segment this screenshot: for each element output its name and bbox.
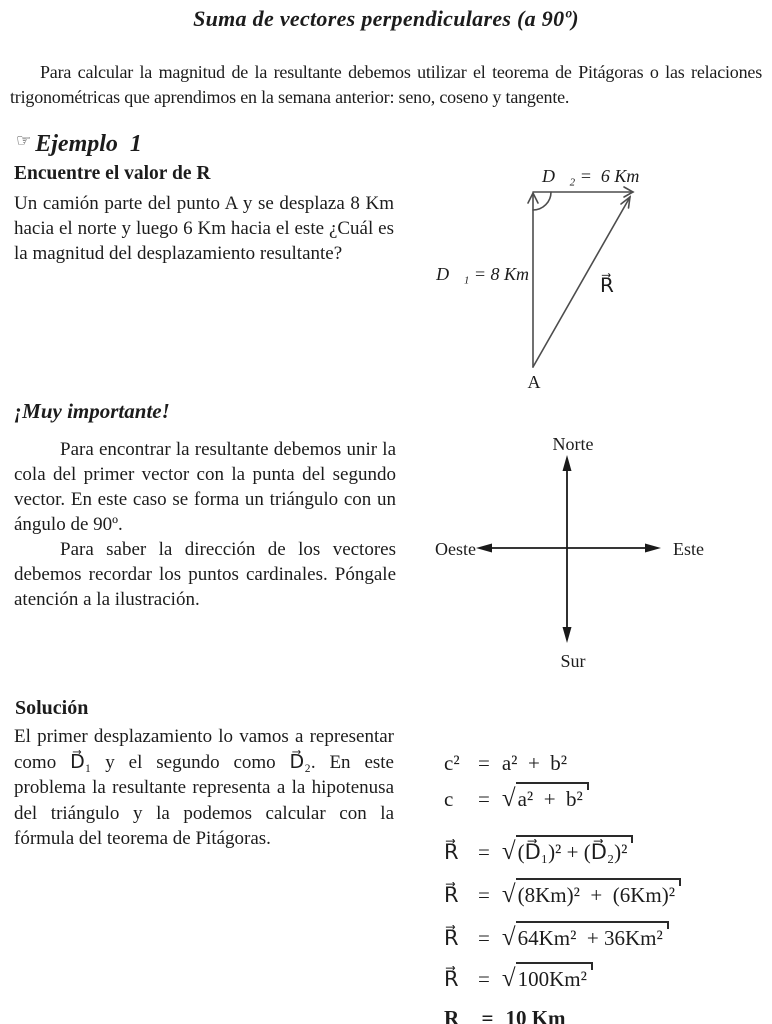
east-arrowhead-icon [645, 544, 661, 553]
solucion-paragraph: El primer desplazamiento lo vamos a representar como D⃗₁ y el segundo como D⃗₂. En este problema la resultante representa a la hipotenusa del triángulo y la podemos calcular con la fórmula del teorema de Pitágoras. [14, 726, 394, 849]
equals-sign: = [478, 787, 490, 811]
formula-r-squares [444, 921, 681, 953]
formula-lhs: R⃗ [444, 883, 459, 907]
radical [502, 878, 681, 910]
formula-rhs: (8Km)² + (6Km)² [516, 878, 681, 910]
equals-sign: = [478, 967, 490, 991]
sqrt-sign: √ [501, 924, 516, 951]
importante-paragraph-2: Para saber la dirección de los vectores debemos recordar los puntos cardinales. Póngale atención a la ilustración. [14, 539, 396, 610]
intro-paragraph: Para calcular la magnitud de la resultante debemos utilizar el teorema de Pitágoras o las relaciones trigonométricas que aprendimos en la semana anterior: seno, coseno y tangente. [10, 62, 762, 107]
equals-sign: = [481, 1006, 494, 1024]
equals-sign: = [478, 751, 490, 775]
formula-c-sqrt [444, 782, 681, 814]
formula-lhs: R⃗ [444, 967, 459, 991]
right-angle-arc [533, 192, 551, 210]
resultant-vector-line [533, 197, 630, 367]
importante-paragraph-1: Para encontrar la resultante debemos unir la cola del primer vector con la punta del segundo vector. En este caso se forma un triángulo con un ángulo de 90º. [14, 439, 396, 535]
ejemplo-problem-text: Un camión parte del punto A y se desplaza 8 Km hacia el norte y luego 6 Km hacia el este ¿Cuál es la magnitud del desplazamiento resultante? [14, 193, 394, 264]
sqrt-sign: √ [501, 965, 516, 992]
triangle-diagram [430, 150, 720, 395]
ejemplo-heading [16, 131, 142, 158]
formula-rhs: (D⃗₁)² + (D⃗₂)² [516, 835, 634, 867]
solucion-heading: Solución [15, 697, 89, 719]
page-title: Suma de vectores perpendiculares (a 90º) [193, 6, 579, 31]
find-r-subheading: Encuentre el valor de R⃗ [14, 163, 226, 184]
sqrt-sign: √ [501, 785, 516, 812]
south-label: Sur [560, 651, 586, 671]
west-arrowhead-icon [476, 544, 492, 553]
formula-r-substitution [444, 878, 681, 910]
formula-lhs: R⃗ [444, 926, 459, 950]
formula-lhs: c [444, 787, 454, 811]
formula-lhs: R⃗ [444, 840, 459, 864]
d1-label: D⃗₁ = 8 Km [436, 264, 529, 284]
formula-r-sum [444, 962, 681, 994]
formula-rhs: a² + b² [501, 751, 568, 775]
importante-heading: ¡Muy importante! [14, 399, 170, 423]
d2-label: D⃗₂ = 6 Km [542, 166, 640, 186]
formula-rhs: 100Km² [516, 962, 593, 994]
formula-rhs: 10 Km [505, 1006, 566, 1024]
ejemplo-heading-text: Ejemplo 1 [35, 131, 142, 157]
formula-rhs: a² + b² [516, 782, 589, 814]
formula-r-result [444, 1003, 681, 1024]
radical [502, 835, 634, 867]
radical [502, 962, 593, 994]
pointing-hand-icon: ☞ [16, 131, 32, 151]
equals-sign: = [478, 883, 490, 907]
formula-block [444, 748, 681, 1024]
east-label: Este [673, 539, 704, 559]
formula-r-general [444, 835, 681, 867]
sqrt-sign: √ [501, 838, 516, 865]
south-arrowhead-icon [563, 627, 572, 643]
north-label: Norte [552, 434, 594, 454]
west-label: Oeste [435, 539, 476, 559]
radical [502, 782, 589, 814]
importante-text [14, 437, 396, 612]
north-arrowhead-icon [563, 455, 572, 471]
r-label: R⃗ [600, 275, 614, 297]
equals-sign: = [478, 926, 490, 950]
formula-lhs: c² [444, 751, 460, 775]
formula-rhs: 64Km² + 36Km² [516, 921, 669, 953]
radical [502, 921, 669, 953]
point-a-label: A [527, 372, 541, 392]
compass-diagram [430, 430, 720, 680]
formula-lhs: R⃗ [444, 1006, 476, 1024]
sqrt-sign: √ [501, 881, 516, 908]
formula-pythagoras [444, 748, 681, 778]
equals-sign: = [478, 840, 490, 864]
